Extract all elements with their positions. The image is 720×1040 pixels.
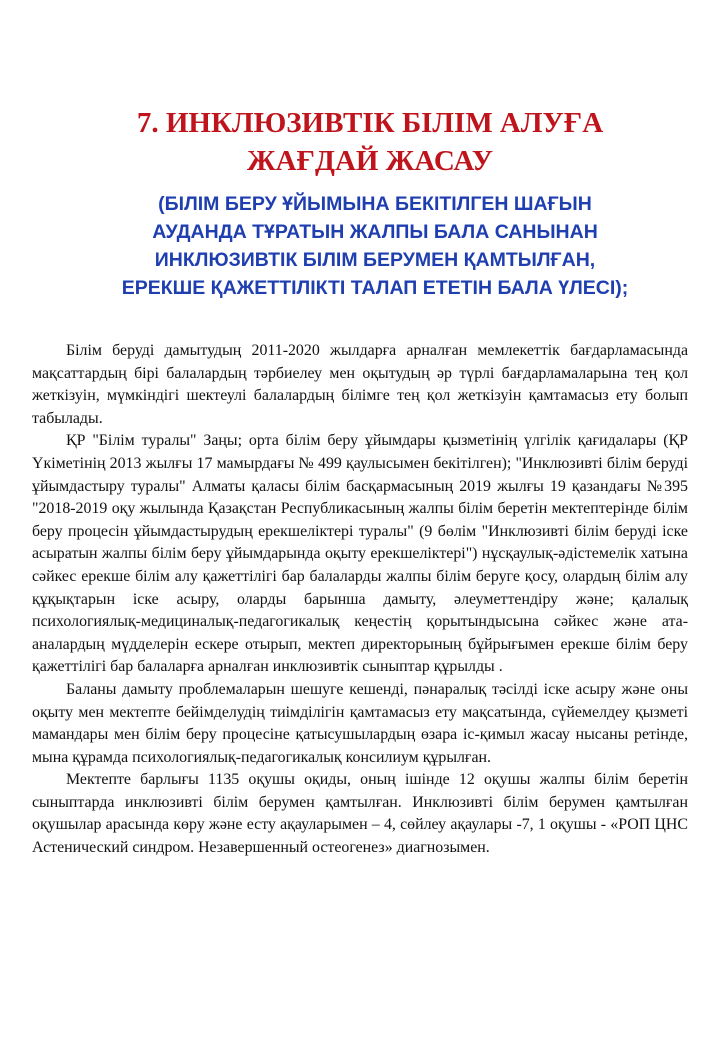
body-text: [32, 340, 688, 860]
page-subtitle: [30, 190, 720, 302]
subtitle-line-4: ЕРЕКШЕ ҚАЖЕТТІЛІКТІ ТАЛАП ЕТЕТІН БАЛА ҮЛЕСІ);: [121, 277, 629, 299]
paragraph-2: ҚР "Білім туралы" Заңы; орта білім беру ұйымдары қызметінің үлгілік қағидалары (ҚР Үкіметінің 2013 жылғы 17 мамырдағы № 499 қаулысымен бекітілген); "Инклюзивті білім беруді ұйымдастыру туралы" Алматы қаласы білім басқармасының 2019 жылғы 19 қазандағы №395 "2018-2019 оқу жылында Қазақстан Республикасының жалпы білім беретін мектептерінде білім беру процесін ұйымдастырудың ерекшеліктері туралы" (9 бөлім "Инклюзивті білім беруді іске асыратын жалпы білім беру ұйымдарында оқыту ерекшеліктері") нұсқаулық-әдістемелік хатына сәйкес ерекше білім алу қажеттілігі бар балаларды жалпы білім беруге қосу, олардың білім алу құқықтарын іске асыру, оларды барынша дамыту, әлеуметтендіру және; қалалық психологиялық-медициналық-педагогикалық кеңестің қорытындысына сәйкес және ата-аналардың мүдделерін ескере отырып, мектеп директорының бұйрығымен ерекше білім беру қажеттілігі бар балаларға арналған инклюзивтік сыныптар құрылды .: [32, 432, 688, 676]
subtitle-line-3: ИНКЛЮЗИВТІК БІЛІМ БЕРУМЕН ҚАМТЫЛҒАН,: [154, 249, 596, 271]
title-line-1: 7. ИНКЛЮЗИВТІК БІЛІМ АЛУҒА: [136, 107, 604, 139]
subtitle-line-2: АУДАНДА ТҰРАТЫН ЖАЛПЫ БАЛА САНЫНАН: [152, 221, 598, 243]
paragraph-4: Мектепте барлығы 1135 оқушы оқиды, оның ішінде 12 оқушы жалпы білім беретін сыныптарда инклюзивті білім берумен қамтылған. Инклюзивті білім берумен қамтылған оқушылар арасында көру және есту ақауларымен – 4, сөйлеу ақаулары -7, 1 оқушы - «РОП ЦНС Астенический синдром. Незавершенный остеогенез» диагнозымен.: [32, 771, 688, 857]
paragraph-1: Білім беруді дамытудың 2011-2020 жылдарға арналған мемлекеттік бағдарламасында мақсаттардың бірі балалардың тәрбиелеу мен оқытудың әр түрлі бағдарламаларына тең қол жеткізуін, мүмкіндігі шектеулі балалардың білімге тең қол жеткізуін қамтамасыз ету болып табылады.: [32, 342, 688, 427]
page-title: [20, 104, 720, 180]
title-line-2: ЖАҒДАЙ ЖАСАУ: [246, 145, 494, 177]
paragraph-3: Баланы дамыту проблемаларын шешуге кешенді, пәнаралық тәсілді іске асыру және оны оқыту мен мектепте бейімделудің тиімділігін қамтамасыз ету мақсатында, сүйемелдеу қызметі мамандары мен білім беру процесіне қатысушылардың өзара іс-қимыл жасау нысаны ретінде, мына құрамда психологиялық-педагогикалық консилиум құрылған.: [32, 680, 688, 766]
subtitle-line-1: (БІЛІМ БЕРУ ҰЙЫМЫНА БЕКІТІЛГЕН ШАҒЫН: [158, 193, 592, 215]
